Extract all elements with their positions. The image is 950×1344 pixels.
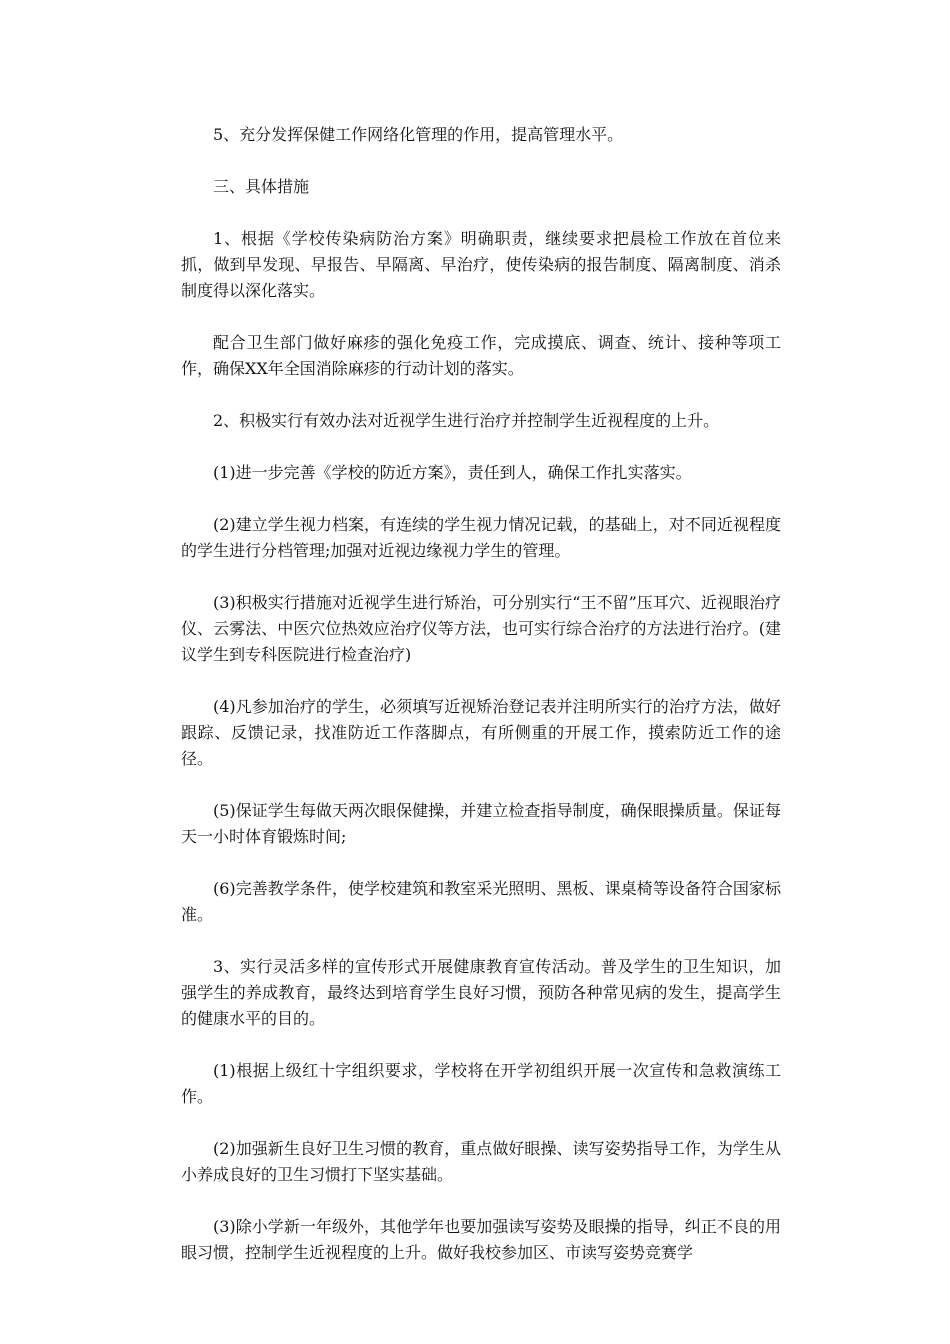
document-body <box>181 122 781 1292</box>
paragraph-10: (5)保证学生每做天两次眼保健操，并建立检查指导制度，确保眼操质量。保证每天一小时体育锻炼时间; <box>181 801 781 846</box>
paragraph-4: 配合卫生部门做好麻疹的强化免疫工作，完成摸底、调查、统计、接种等项工作，确保XX年全国消除麻疹的行动计划的落实。 <box>181 333 781 378</box>
section-heading-measures: 三、具体措施 <box>213 177 310 196</box>
paragraph-9: (4)凡参加治疗的学生，必须填写近视矫治登记表并注明所实行的治疗方法，做好跟踪、反馈记录，找准防近工作落脚点，有所侧重的开展工作，摸索防近工作的途径。 <box>181 697 781 768</box>
paragraph-5: 2、积极实行有效办法对近视学生进行治疗并控制学生近视程度的上升。 <box>213 411 720 430</box>
paragraph-7: (2)建立学生视力档案，有连续的学生视力情况记载，的基础上，对不同近视程度的学生进行分档管理;加强对近视边缘视力学生的管理。 <box>181 515 781 560</box>
paragraph-3: 1、根据《学校传染病防治方案》明确职责，继续要求把晨检工作放在首位来抓，做到早发现、早报告、早隔离、早治疗，使传染病的报告制度、隔离制度、消杀制度得以深化落实。 <box>181 229 781 300</box>
paragraph-12: 3、实行灵活多样的宣传形式开展健康教育宣传活动。普及学生的卫生知识，加强学生的养成教育，最终达到培育学生良好习惯，预防各种常见病的发生，提高学生的健康水平的目的。 <box>181 957 781 1028</box>
paragraph-6: (1)进一步完善《学校的防近方案》，责任到人，确保工作扎实落实。 <box>213 463 692 482</box>
paragraph-14: (2)加强新生良好卫生习惯的教育，重点做好眼操、读写姿势指导工作，为学生从小养成良好的卫生习惯打下坚实基础。 <box>181 1139 781 1184</box>
paragraph-8: (3)积极实行措施对近视学生进行矫治，可分别实行“王不留”压耳穴、近视眼治疗仪、云雾法、中医穴位热效应治疗仪等方法，也可实行综合治疗的方法进行治疗。(建议学生到专科医院进行检查治疗) <box>181 593 781 664</box>
paragraph-1: 5、充分发挥保健工作网络化管理的作用，提高管理水平。 <box>213 125 624 144</box>
paragraph-15: (3)除小学新一年级外，其他学年也要加强读写姿势及眼操的指导，纠正不良的用眼习惯，控制学生近视程度的上升。做好我校参加区、市读写姿势竞赛学 <box>181 1217 781 1262</box>
paragraph-13: (1)根据上级红十字组织要求，学校将在开学初组织开展一次宣传和急救演练工作。 <box>181 1061 781 1106</box>
paragraph-11: (6)完善教学条件，使学校建筑和教室采光照明、黑板、课桌椅等设备符合国家标准。 <box>181 879 781 924</box>
